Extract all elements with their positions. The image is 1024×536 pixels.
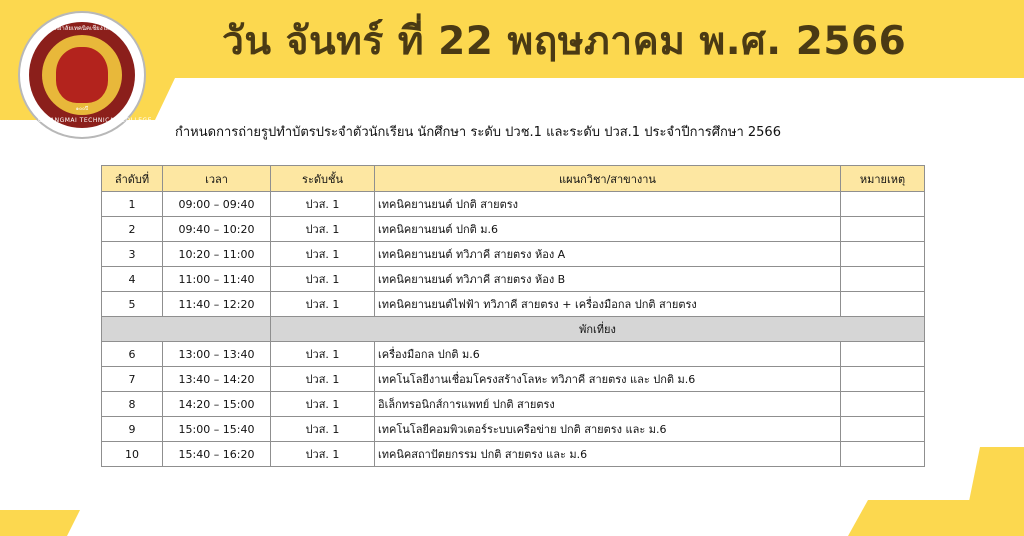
- cell-no: 7: [102, 367, 163, 392]
- cell-level: ปวส. 1: [271, 217, 375, 242]
- cell-time: 10:20 – 11:00: [163, 242, 271, 267]
- cell-no: 4: [102, 267, 163, 292]
- cell-time: 13:40 – 14:20: [163, 367, 271, 392]
- header-dept: แผนกวิชา/สาขางาน: [375, 166, 841, 192]
- cell-time: 11:00 – 11:40: [163, 267, 271, 292]
- schedule-subtitle: กำหนดการถ่ายรูปทำบัตรประจำตัวนักเรียน นักศึกษา ระดับ ปวช.1 และระดับ ปวส.1 ประจำปีการศึกษา 2566: [175, 125, 781, 140]
- break-blank-cell: [102, 317, 271, 342]
- cell-time: 09:00 – 09:40: [163, 192, 271, 217]
- cell-time: 13:00 – 13:40: [163, 342, 271, 367]
- table-row: [102, 292, 925, 317]
- cell-note: [841, 367, 925, 392]
- table-row: [102, 192, 925, 217]
- cell-no: 8: [102, 392, 163, 417]
- cell-dept: อิเล็กทรอนิกส์การแพทย์ ปกติ สายตรง: [375, 392, 841, 417]
- cell-note: [841, 392, 925, 417]
- college-logo: [20, 13, 152, 137]
- cell-time: 09:40 – 10:20: [163, 217, 271, 242]
- cell-dept: เทคนิคยานยนต์ ปกติ ม.6: [375, 217, 841, 242]
- cell-level: ปวส. 1: [271, 367, 375, 392]
- cell-dept: เทคนิคยานยนต์ ปกติ สายตรง: [375, 192, 841, 217]
- cell-no: 1: [102, 192, 163, 217]
- header-no: ลำดับที่: [102, 166, 163, 192]
- cell-level: ปวส. 1: [271, 442, 375, 467]
- cell-no: 9: [102, 417, 163, 442]
- lunch-break-row: [102, 317, 925, 342]
- cell-note: [841, 292, 925, 317]
- cell-level: ปวส. 1: [271, 267, 375, 292]
- cell-dept: เทคโนโลยีคอมพิวเตอร์ระบบเครือข่าย ปกติ สายตรง และ ม.6: [375, 417, 841, 442]
- cell-time: 11:40 – 12:20: [163, 292, 271, 317]
- cell-dept: เทคนิคยานยนต์ ทวิภาคี สายตรง ห้อง B: [375, 267, 841, 292]
- header-level: ระดับชั้น: [271, 166, 375, 192]
- cell-level: ปวส. 1: [271, 292, 375, 317]
- cell-no: 2: [102, 217, 163, 242]
- cell-level: ปวส. 1: [271, 192, 375, 217]
- table-header-row: [102, 166, 925, 192]
- cell-dept: เทคนิคยานยนต์ไฟฟ้า ทวิภาคี สายตรง + เครื่องมือกล ปกติ สายตรง: [375, 292, 841, 317]
- schedule-table: [101, 165, 925, 467]
- logo-text-top: วิทยาลัยเทคนิคเชียงใหม่: [50, 25, 114, 32]
- cell-dept: เทคนิคยานยนต์ ทวิภาคี สายตรง ห้อง A: [375, 242, 841, 267]
- page-title: วัน จันทร์ ที่ 22 พฤษภาคม พ.ศ. 2566: [222, 19, 907, 64]
- cell-note: [841, 217, 925, 242]
- header-note: หมายเหตุ: [841, 166, 925, 192]
- cell-time: 15:00 – 15:40: [163, 417, 271, 442]
- cell-note: [841, 342, 925, 367]
- table-row: [102, 367, 925, 392]
- cell-note: [841, 267, 925, 292]
- table-row: [102, 267, 925, 292]
- table-row: [102, 417, 925, 442]
- cell-dept: เครื่องมือกล ปกติ ม.6: [375, 342, 841, 367]
- cell-time: 14:20 – 15:00: [163, 392, 271, 417]
- lunch-break-label: พักเที่ยง: [271, 317, 925, 342]
- cell-no: 3: [102, 242, 163, 267]
- cell-no: 10: [102, 442, 163, 467]
- cell-no: 5: [102, 292, 163, 317]
- header-time: เวลา: [163, 166, 271, 192]
- cell-note: [841, 192, 925, 217]
- cell-note: [841, 417, 925, 442]
- cell-level: ปวส. 1: [271, 242, 375, 267]
- cell-note: [841, 242, 925, 267]
- table-row: [102, 217, 925, 242]
- logo-text-bottom: CHIANGMAI TECHNICAL COLLEGE: [38, 117, 152, 124]
- cell-level: ปวส. 1: [271, 392, 375, 417]
- cell-time: 15:40 – 16:20: [163, 442, 271, 467]
- cell-note: [841, 442, 925, 467]
- cell-dept: เทคนิคสถาปัตยกรรม ปกติ สายตรง และ ม.6: [375, 442, 841, 467]
- cell-no: 6: [102, 342, 163, 367]
- table-row: [102, 242, 925, 267]
- table-row: [102, 342, 925, 367]
- cell-dept: เทคโนโลยีงานเชื่อมโครงสร้างโลหะ ทวิภาคี สายตรง และ ปกติ ม.6: [375, 367, 841, 392]
- table-row: [102, 442, 925, 467]
- logo-emblem-center: [56, 47, 108, 103]
- logo-text-mid: ๑๐๐ปี: [75, 106, 89, 112]
- table-row: [102, 392, 925, 417]
- cell-level: ปวส. 1: [271, 342, 375, 367]
- cell-level: ปวส. 1: [271, 417, 375, 442]
